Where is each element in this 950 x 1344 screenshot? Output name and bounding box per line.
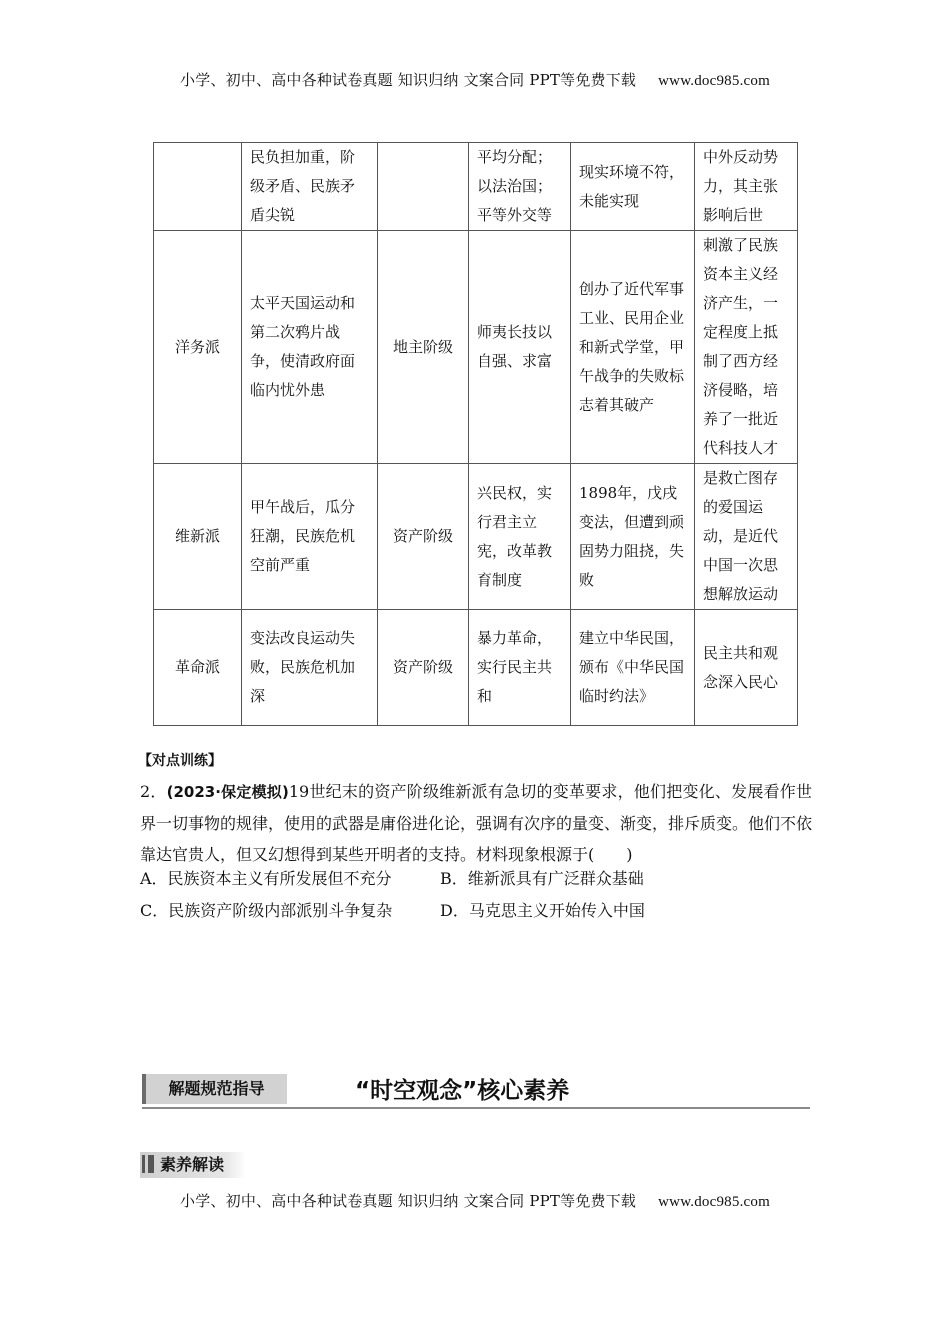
cell-program: 兴民权，实行君主立宪，改革教育制度 — [469, 464, 571, 610]
cell-result: 1898年，戊戌变法，但遭到顽固势力阻挠，失败 — [571, 464, 695, 610]
page-footer — [0, 1190, 950, 1211]
question-source: (2023·保定模拟) — [166, 783, 289, 801]
option-c[interactable]: C．民族资产阶级内部派别斗争复杂 — [140, 901, 393, 920]
option-a[interactable]: A．民族资本主义有所发展但不充分 — [140, 869, 392, 888]
cell-program: 暴力革命，实行民主共和 — [469, 610, 571, 726]
section-title: “时空观念”核心素养 — [355, 1078, 570, 1104]
cell-impact: 刺激了民族资本主义经济产生，一定程度上抵制了西方经济侵略，培养了一批近代科技人才 — [695, 231, 798, 464]
bars-icon — [142, 1155, 156, 1173]
table-row — [154, 143, 798, 231]
question-text — [140, 776, 812, 870]
cell-class: 资产阶级 — [378, 464, 469, 610]
cell-background: 太平天国运动和第二次鸦片战争，使清政府面临内忧外患 — [242, 231, 378, 464]
cell-class: 资产阶级 — [378, 610, 469, 726]
history-comparison-table — [153, 142, 798, 726]
cell-group: 维新派 — [154, 464, 242, 610]
table-row — [154, 464, 798, 610]
section-divider — [142, 1107, 810, 1109]
cell-background: 甲午战后，瓜分狂潮，民族危机空前严重 — [242, 464, 378, 610]
footer-site-link[interactable]: www.doc985.com — [658, 1194, 770, 1210]
question-stem: 19世纪末的资产阶级维新派有急切的变革要求，他们把变化、发展看作世界一切事物的规律，使用的武器是庸俗进化论，强调有次序的量变、渐变，排斥质变。他们不依靠达官贵人，但又幻想得到某些开明者的支持。材料现象根源于( ) — [140, 782, 813, 864]
section-label: 解题规范指导 — [142, 1074, 287, 1104]
option-b[interactable]: B．维新派具有广泛群众基础 — [440, 869, 644, 888]
subsection-label — [140, 1152, 246, 1178]
cell-background: 民负担加重，阶级矛盾、民族矛盾尖锐 — [242, 143, 378, 231]
cell-class — [378, 143, 469, 231]
cell-group — [154, 143, 242, 231]
cell-program: 师夷长技以自强、求富 — [469, 231, 571, 464]
cell-impact: 中外反动势力，其主张影响后世 — [695, 143, 798, 231]
cell-program: 平均分配；以法治国；平等外交等 — [469, 143, 571, 231]
cell-result: 创办了近代军事工业、民用企业和新式学堂，甲午战争的失败标志着其破产 — [571, 231, 695, 464]
cell-impact: 民主共和观念深入民心 — [695, 610, 798, 726]
cell-impact: 是救亡图存的爱国运动，是近代中国一次思想解放运动 — [695, 464, 798, 610]
cell-group: 革命派 — [154, 610, 242, 726]
cell-result: 建立中华民国，颁布《中华民国临时约法》 — [571, 610, 695, 726]
header-text: 小学、初中、高中各种试卷真题 知识归纳 文案合同 PPT等免费下载 — [180, 71, 637, 89]
subsection-label-text: 素养解读 — [160, 1155, 225, 1174]
option-d[interactable]: D．马克思主义开始传入中国 — [440, 901, 645, 920]
table-row — [154, 610, 798, 726]
question-number: 2． — [140, 782, 167, 801]
table-row — [154, 231, 798, 464]
cell-class: 地主阶级 — [378, 231, 469, 464]
cell-background: 变法改良运动失败，民族危机加深 — [242, 610, 378, 726]
header-site-link[interactable]: www.doc985.com — [658, 73, 770, 89]
cell-group: 洋务派 — [154, 231, 242, 464]
practice-heading: 【对点训练】 — [138, 753, 222, 769]
cell-result: 现实环境不符，未能实现 — [571, 143, 695, 231]
page-header — [0, 69, 950, 90]
footer-text: 小学、初中、高中各种试卷真题 知识归纳 文案合同 PPT等免费下载 — [180, 1192, 637, 1210]
